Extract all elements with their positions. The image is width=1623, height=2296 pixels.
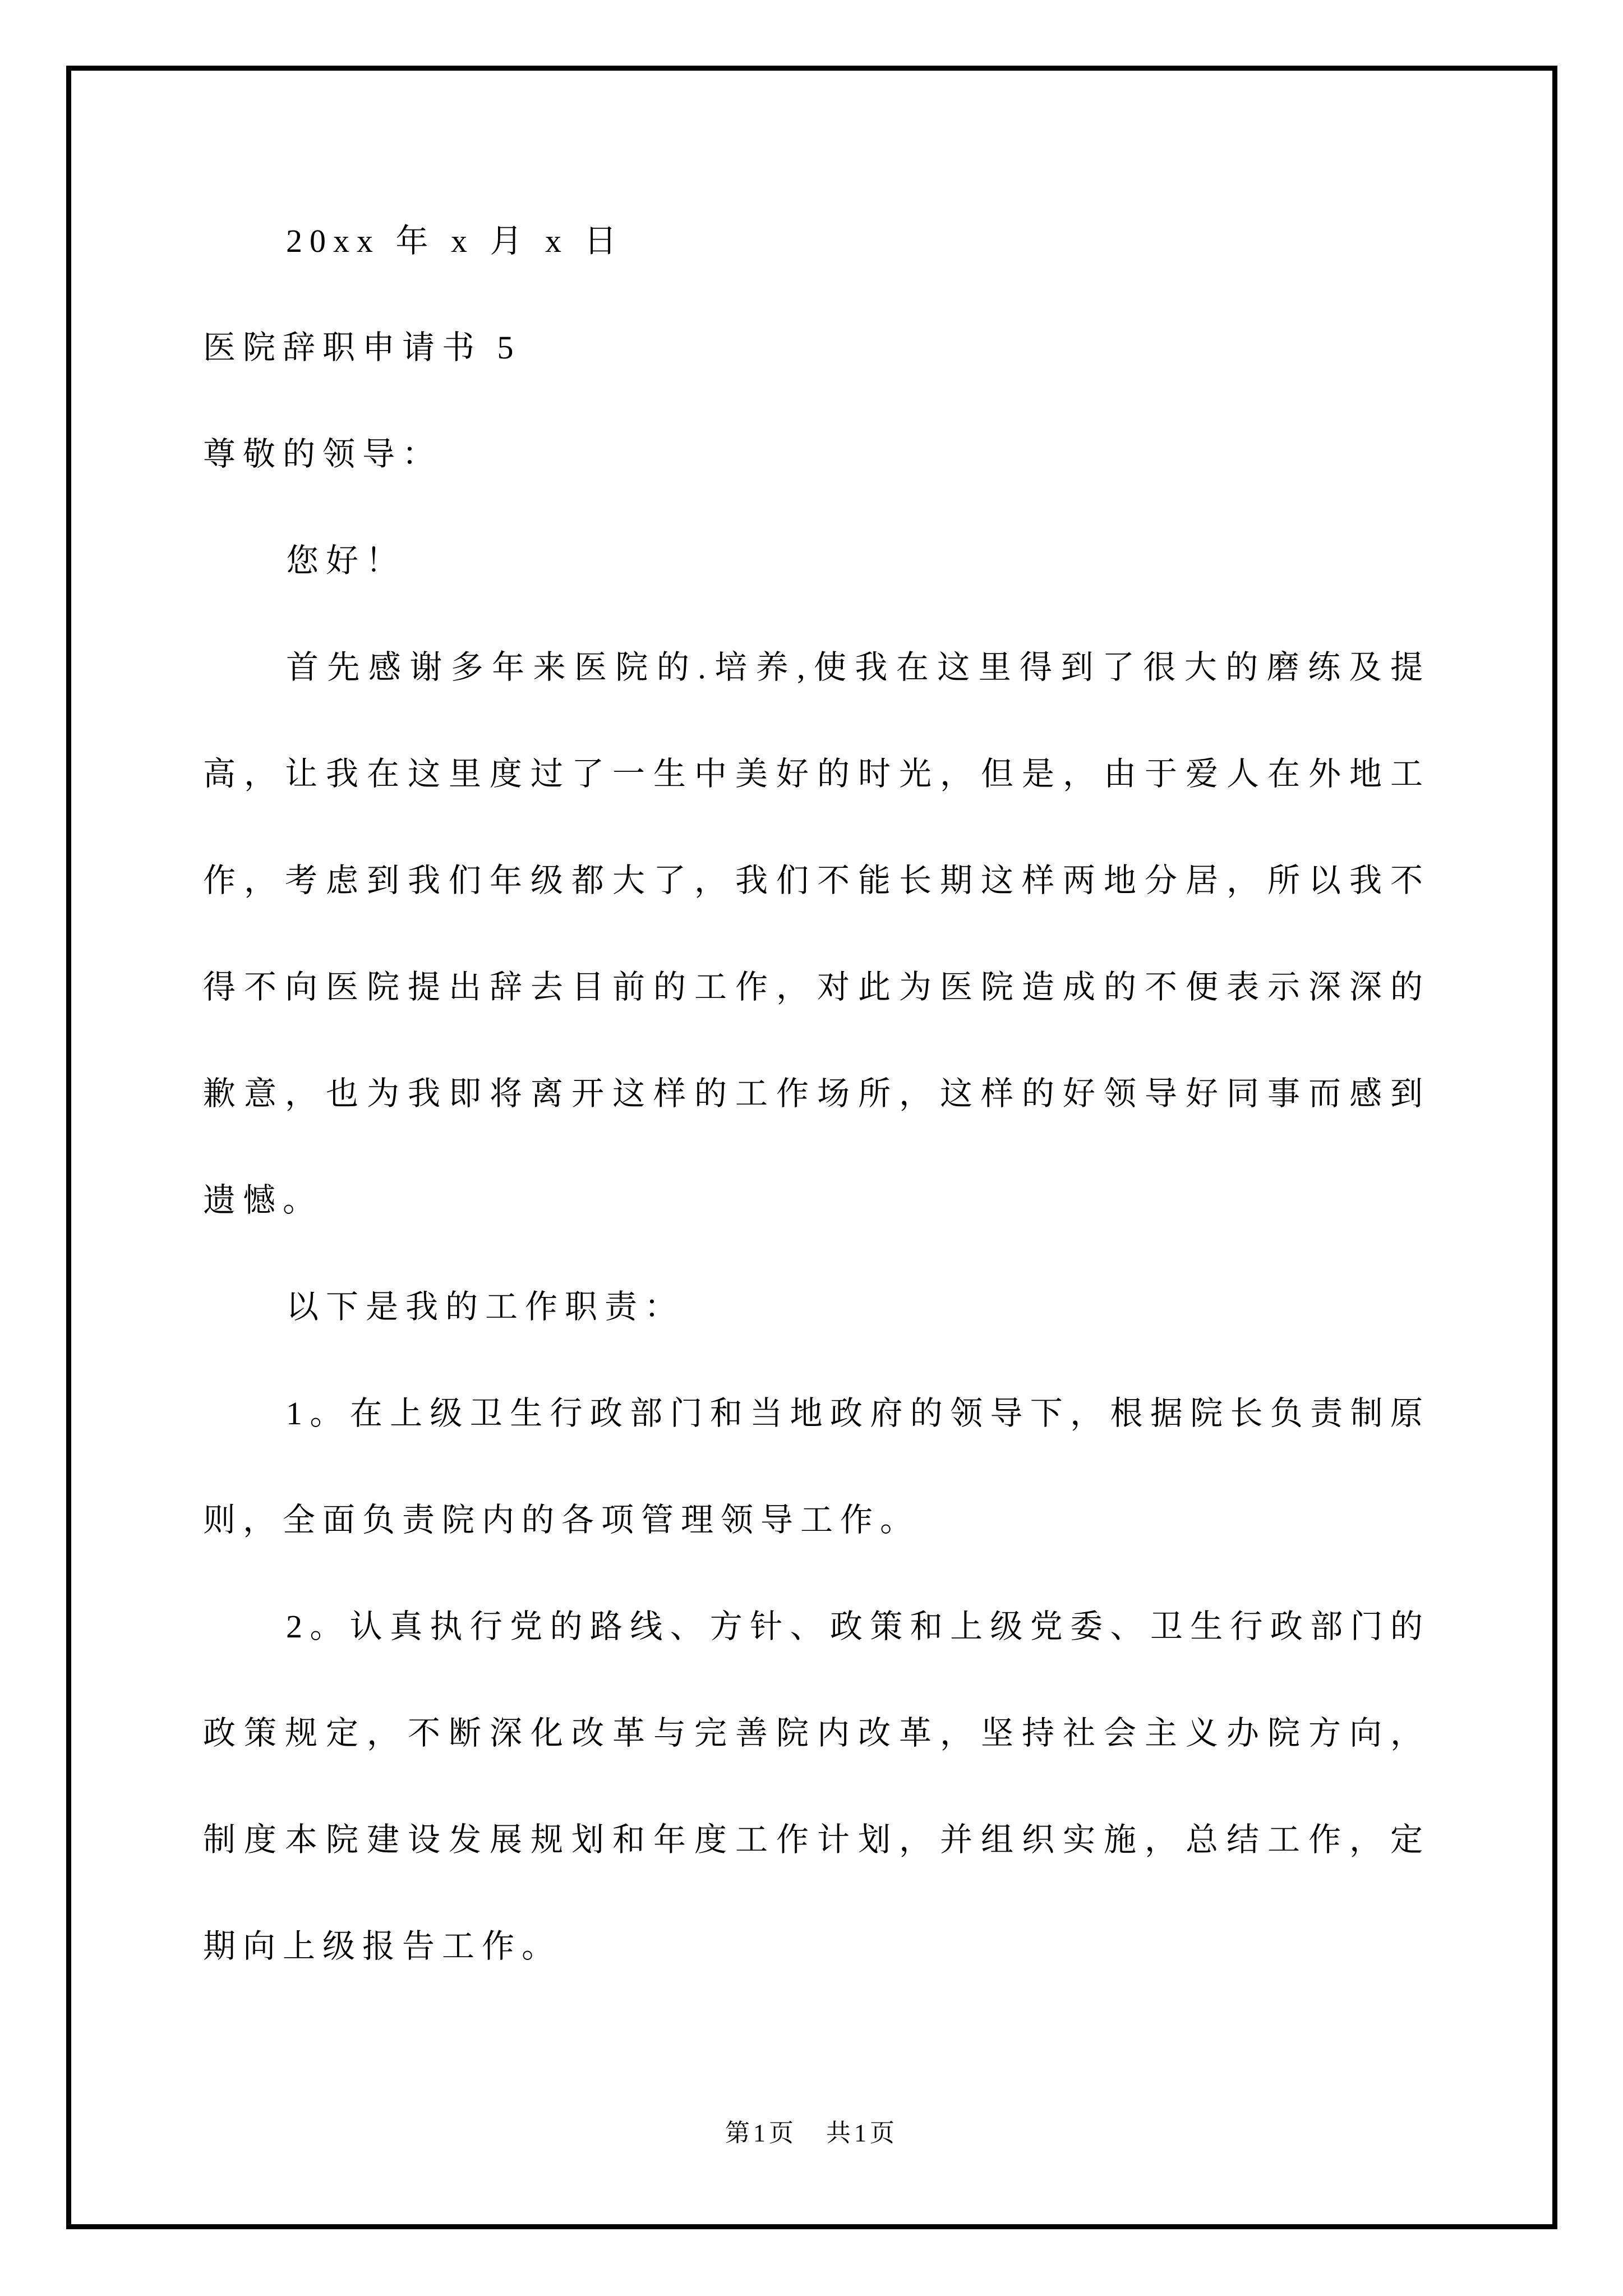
text-line: 首先感谢多年来医院的.培养,使我在这里得到了很大的磨练及提 [286, 649, 1430, 685]
duty-item-2: 2。认真执行党的路线、方针、政策和上级党委、卫生行政部门的 [286, 1608, 1430, 1645]
text-line: 作，考虑到我们年级都大了，我们不能长期这样两地分居，所以我不 [203, 862, 1430, 899]
text-line: 得不向医院提出辞去目前的工作，对此为医院造成的不便表示深深的 [203, 969, 1430, 1005]
text-line: 以下是我的工作职责： [286, 1289, 685, 1325]
footer-total-pages: 共1页 [826, 2119, 898, 2147]
footer-page-number: 第1页 [725, 2119, 797, 2147]
text-line: 高，让我在这里度过了一生中美好的时光，但是，由于爱人在外地工 [203, 756, 1430, 792]
text-line: 遗憾。 [203, 1182, 323, 1218]
page-footer [0, 2108, 1623, 2159]
salutation: 尊敬的领导： [203, 436, 442, 472]
text-line: 政策规定，不断深化改革与完善院内改革，坚持社会主义办院方向， [203, 1715, 1430, 1751]
date-line: 20xx 年 x 月 x 日 [286, 223, 624, 259]
greeting: 您好！ [286, 542, 406, 579]
document-body [203, 188, 1430, 2000]
text-line: 歉意，也为我即将离开这样的工作场所，这样的好领导好同事而感到 [203, 1075, 1430, 1112]
duty-item-1: 1。在上级卫生行政部门和当地政府的领导下，根据院长负责制原 [286, 1395, 1430, 1432]
text-line: 则，全面负责院内的各项管理领导工作。 [203, 1502, 920, 1538]
document-title: 医院辞职申请书 5 [203, 329, 521, 366]
text-line: 制度本院建设发展规划和年度工作计划，并组织实施，总结工作，定 [203, 1821, 1430, 1858]
text-line: 期向上级报告工作。 [203, 1928, 562, 1964]
